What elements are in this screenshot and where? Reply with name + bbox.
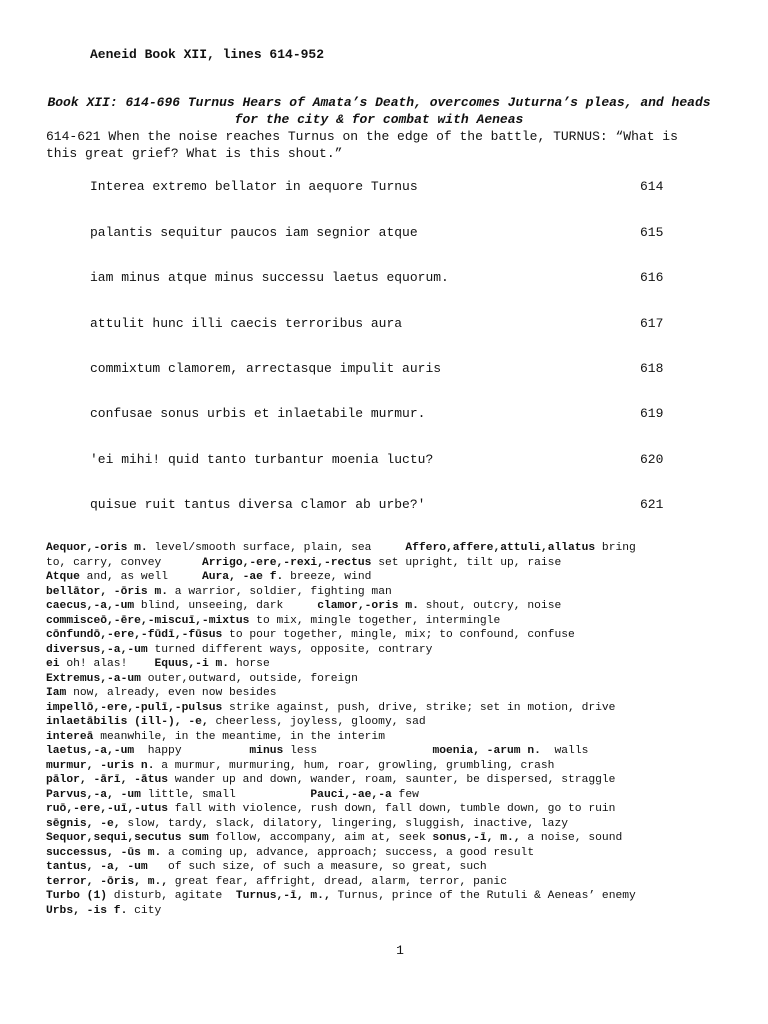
vocab-headword: diversus,-a,-um: [46, 643, 148, 656]
vocab-definition: a coming up, advance, approach; success, a good result: [161, 846, 535, 859]
vocab-headword: sonus,-ī, m.,: [432, 832, 521, 844]
vocab-headword: Atque: [46, 571, 80, 583]
vocab-definition: a murmur, murmuring, hum, roar, growling, grumbling, crash: [154, 759, 555, 772]
vocab-headword: sēgnis, -e,: [46, 817, 121, 830]
line-number: 615: [640, 225, 664, 240]
vocab-headword: bellātor, -ōris m.: [46, 585, 169, 598]
verse-line: [90, 405, 680, 423]
vocab-entry: [46, 599, 722, 614]
vocab-headword: Turnus,-ī, m.,: [235, 890, 331, 902]
vocab-entry: [46, 541, 722, 556]
vocab-headword: Iam: [46, 687, 67, 699]
vocab-definition: less: [283, 745, 433, 757]
vocab-definition: turned different ways, opposite, contrary: [147, 643, 433, 656]
vocab-entry: [46, 860, 722, 875]
verse-line: [90, 360, 680, 378]
vocab-definition: little, small: [140, 788, 311, 801]
line-number: 618: [640, 361, 664, 376]
vocab-headword: clamor,-oris m.: [317, 600, 419, 612]
vocab-definition: horse: [229, 658, 270, 670]
vocab-definition: happy: [134, 745, 250, 757]
verse-text: Interea extremo bellator in aequore Turnus: [90, 179, 418, 194]
vocab-entry: [46, 556, 722, 571]
verse-line: [90, 496, 680, 514]
vocab-definition: great fear, affright, dread, alarm, terror, panic: [168, 875, 507, 888]
vocab-definition: and, as well: [79, 571, 202, 583]
vocab-headword: inlaetābilis (ill-), -e,: [46, 716, 209, 728]
vocabulary-list: [46, 541, 722, 918]
vocab-headword: Parvus,-a, -um: [46, 788, 141, 801]
vocab-definition: level/smooth surface, plain, sea: [147, 542, 406, 554]
vocab-headword: cōnfundō,-ere,-fūdī,-fūsus: [46, 629, 223, 641]
vocab-entry: [46, 788, 722, 803]
line-number: 614: [640, 179, 664, 194]
section-heading: Book XII: 614-696 Turnus Hears of Amata’s Death, overcomes Juturna’s pleas, and heads for the city & for combat with Aeneas: [47, 95, 711, 127]
vocab-headword: Aequor,-oris m.: [46, 542, 148, 554]
verse-line: [90, 269, 680, 287]
vocab-definition: follow, accompany, aim at, seek: [208, 832, 433, 844]
vocab-headword: Equus,-i m.: [154, 658, 230, 670]
vocab-definition: Turnus, prince of the Rutuli & Aeneas’ enemy: [330, 890, 636, 902]
line-number: 619: [640, 406, 664, 421]
vocab-entry: [46, 585, 722, 600]
vocab-headword: impellō,-ere,-pulī,-pulsus: [46, 701, 223, 714]
vocab-headword: Arrigo,-ere,-rexi,-rectus: [201, 556, 372, 569]
vocab-entry: [46, 802, 722, 817]
vocab-definition: meanwhile, in the meantime, in the interim: [93, 730, 385, 743]
verse-text: attulit hunc illi caecis terroribus aura: [90, 316, 403, 331]
verse-text: palantis sequitur paucos iam segnior atque: [90, 225, 418, 240]
document-title: Aeneid Book XII, lines 614-952: [90, 47, 325, 62]
verse-line: [90, 224, 680, 242]
vocab-entry: [46, 686, 722, 701]
vocab-headword: laetus,-a,-um: [46, 745, 135, 757]
vocab-definition: a noise, sound: [520, 832, 623, 844]
verse-line: [90, 178, 680, 196]
vocab-headword: ei: [46, 658, 60, 670]
vocab-headword: successus, -ūs m.: [46, 846, 162, 859]
verse-line: [90, 451, 680, 469]
vocab-entry: [46, 875, 722, 890]
vocab-headword: tantus, -a, -um: [46, 861, 148, 873]
vocab-headword: Pauci,-ae,-a: [310, 788, 392, 801]
vocab-headword: ruō,-ere,-uī,-utus: [46, 803, 169, 815]
vocab-definition: oh! alas!: [59, 658, 155, 670]
vocab-definition: slow, tardy, slack, dilatory, lingering, sluggish, inactive, lazy: [120, 817, 569, 830]
vocab-definition: now, already, even now besides: [66, 687, 277, 699]
line-number: 620: [640, 452, 664, 467]
vocab-headword: Urbs, -is f.: [46, 904, 128, 917]
verse-text: iam minus atque minus successu laetus equorum.: [90, 270, 449, 285]
vocab-definition: disturb, agitate: [107, 890, 236, 902]
vocab-definition: city: [127, 904, 162, 917]
verse-text: 'ei mihi! quid tanto turbantur moenia luctu?: [90, 452, 434, 467]
vocab-definition: fall with violence, rush down, fall down, tumble down, go to ruin: [168, 803, 616, 815]
vocab-definition: a warrior, soldier, fighting man: [168, 585, 392, 598]
vocab-entry: [46, 817, 722, 832]
vocab-headword: murmur, -uris n.: [46, 759, 155, 772]
page-number: 1: [396, 943, 404, 958]
vocab-definition: shout, outcry, noise: [418, 600, 562, 612]
vocab-headword: pālor, -ārī, -ātus: [46, 774, 169, 786]
verse-text: quisue ruit tantus diversa clamor ab urbe?': [90, 497, 426, 512]
vocab-entry: [46, 831, 722, 846]
vocab-entry: [46, 657, 722, 672]
vocab-definition: outer,outward, outside, foreign: [140, 672, 358, 685]
vocab-entry: [46, 701, 722, 716]
line-number: 621: [640, 497, 664, 512]
vocab-definition: wander up and down, wander, roam, saunter, be dispersed, straggle: [168, 774, 616, 786]
vocab-definition: few: [391, 788, 419, 801]
vocab-definition: to, carry, convey: [46, 556, 202, 569]
vocab-entry: [46, 730, 722, 745]
intro-paragraph: 614-621 When the noise reaches Turnus on the edge of the battle, TURNUS: “What is this great grief? What is this shout.”: [46, 129, 678, 161]
vocab-entry: [46, 614, 722, 629]
verse-line: [90, 315, 680, 333]
vocab-entry: [46, 643, 722, 658]
vocab-headword: Extremus,-a-um: [46, 672, 141, 685]
vocab-definition: strike against, push, drive, strike; set in motion, drive: [222, 701, 616, 714]
vocab-definition: breeze, wind: [283, 571, 372, 583]
vocab-entry: [46, 570, 722, 585]
vocab-headword: Aura, -ae f.: [201, 571, 284, 583]
verse-text: confusae sonus urbis et inlaetabile murmur.: [90, 406, 426, 421]
verse-text: commixtum clamorem, arrectasque impulit auris: [90, 361, 442, 376]
vocab-entry: [46, 672, 722, 687]
vocab-entry: [46, 628, 722, 643]
vocab-headword: caecus,-a,-um: [46, 600, 135, 612]
vocab-headword: intereā: [46, 730, 94, 743]
vocab-definition: to pour together, mingle, mix; to confound, confuse: [222, 629, 575, 641]
vocab-entry: [46, 904, 722, 919]
vocab-headword: Affero,affere,attuli,allatus: [405, 542, 596, 554]
vocab-headword: moenia, -arum n.: [432, 745, 541, 757]
vocab-definition: set upright, tilt up, raise: [371, 556, 562, 569]
vocab-definition: of such size, of such a measure, so great, such: [147, 861, 487, 873]
vocab-entry: [46, 773, 722, 788]
vocab-headword: Sequor,sequi,secutus sum: [46, 832, 209, 844]
vocab-definition: cheerless, joyless, gloomy, sad: [208, 716, 426, 728]
vocab-entry: [46, 715, 722, 730]
vocab-definition: blind, unseeing, dark: [134, 600, 318, 612]
vocab-definition: to mix, mingle together, intermingle: [249, 614, 501, 627]
vocab-headword: Turbo (1): [46, 890, 108, 902]
vocab-definition: bring: [595, 542, 636, 554]
vocab-entry: [46, 846, 722, 861]
vocab-entry: [46, 744, 722, 759]
vocab-entry: [46, 759, 722, 774]
vocab-headword: minus: [249, 745, 284, 757]
vocab-entry: [46, 889, 722, 904]
line-number: 617: [640, 316, 664, 331]
line-number: 616: [640, 270, 664, 285]
vocab-headword: commisceō,-ēre,-miscuī,-mixtus: [46, 614, 250, 627]
vocab-headword: terror, -ōris, m.,: [46, 875, 169, 888]
vocab-definition: walls: [540, 745, 589, 757]
